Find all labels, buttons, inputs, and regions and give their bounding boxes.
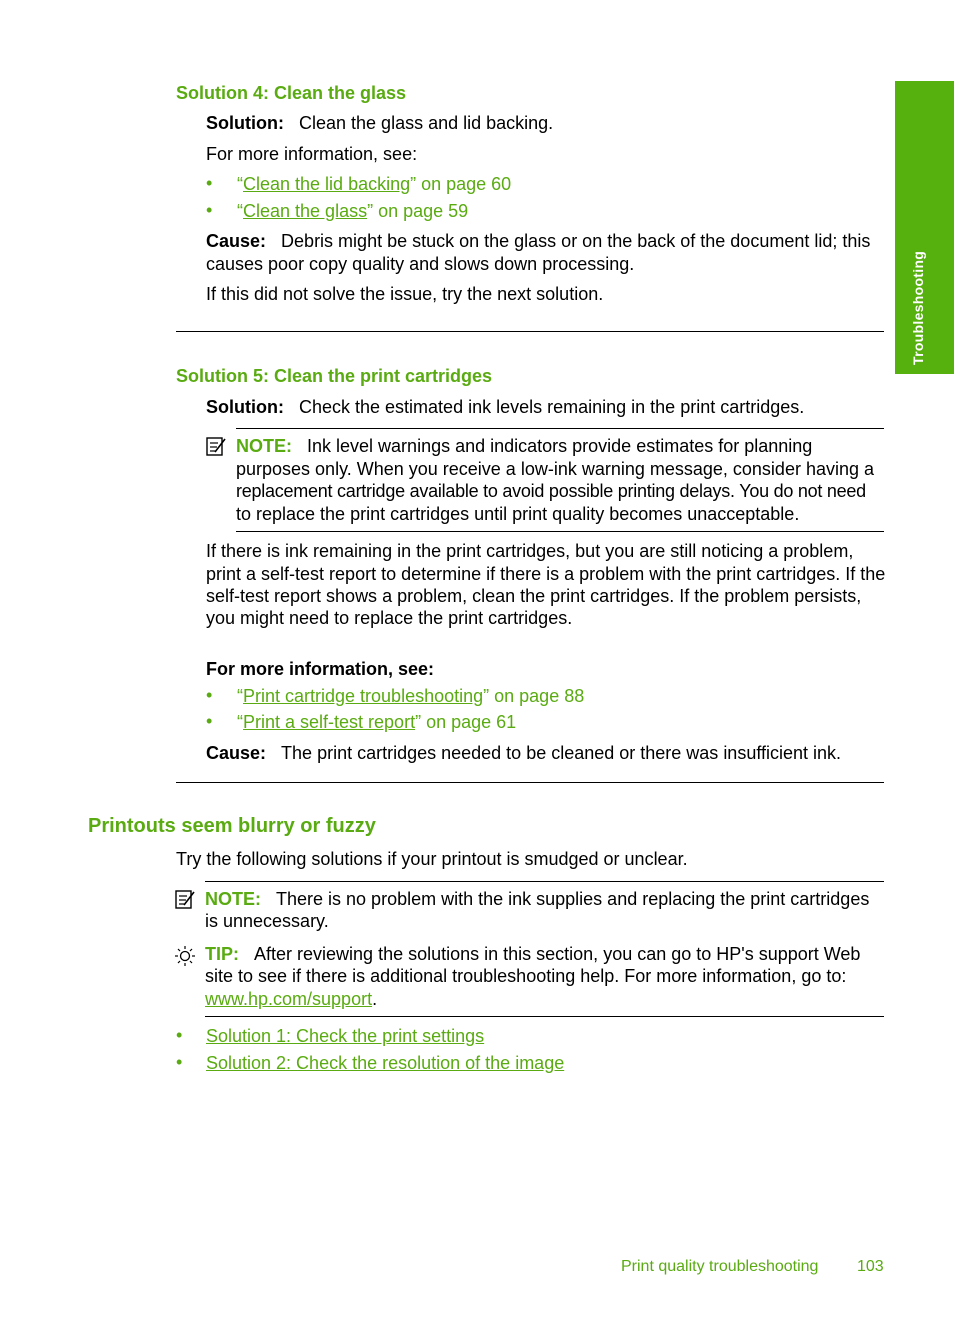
solution5-more-info: For more information, see: [206,659,435,679]
solution5-note-line1 [236,435,812,458]
blurry-solution-1[interactable] [206,1025,484,1048]
blurry-solution-2[interactable] [206,1052,564,1075]
side-tab-label: Troubleshooting [910,250,926,365]
blurry-note-text-1: There is no problem with the ink supplies and replacing the print cartridges [276,889,870,909]
bullet: • [206,711,213,731]
solution4-link-2[interactable] [237,200,468,223]
bullet: • [206,200,213,220]
quote-open: “ [237,712,243,732]
divider [176,331,884,332]
body-line-3: self-test report shows a problem, clean the print cartridges. If the problem persists, [206,586,862,606]
tip-text-3 [205,988,377,1011]
tip-label: TIP: [205,944,239,964]
link-tail: ” on page 61 [415,712,517,732]
solution5-link-1[interactable] [237,685,584,708]
tip-text-2: site to see if there is additional troubleshooting help. For more information, go to: [205,966,847,986]
note-label: NOTE: [205,889,261,909]
solution4-next: If this did not solve the issue, try the next solution. [206,284,604,304]
solution5-solution-text: Check the estimated ink levels remaining in the print cartridges. [299,397,805,417]
link-clean-lid-backing[interactable]: Clean the lid backing [243,174,411,194]
blurry-intro: Try the following solutions if your printout is smudged or unclear. [176,849,688,869]
solution5-solution-label: Solution: [206,397,284,417]
link-clean-glass[interactable]: Clean the glass [243,201,368,221]
solution4-cause-line2: causes poor copy quality and slows down processing. [206,254,635,274]
link-tail: ” on page 59 [367,201,469,221]
solution4-solution [206,112,553,135]
solution4-more-info: For more information, see: [206,144,418,164]
solution4-cause-line1: Debris might be stuck on the glass or on the back of the document lid; this [281,231,871,251]
note-text-3: replacement cartridge available to avoid possible printing delays. You do not need [236,481,866,501]
link-tail: ” on page 88 [483,686,585,706]
solution5-heading: Solution 5: Clean the print cartridges [176,366,493,386]
bullet: • [206,685,213,705]
tip-period: . [372,989,378,1009]
blurry-heading: Printouts seem blurry or fuzzy [88,815,376,837]
solution5-solution [206,396,804,419]
note-text-4: to replace the print cartridges until print quality becomes unacceptable. [236,504,800,524]
link-print-self-test-report[interactable]: Print a self-test report [243,712,416,732]
solution4-solution-label: Solution: [206,113,284,133]
note-text-2: purposes only. When you receive a low-ink warning message, consider having a [236,459,874,479]
blurry-note-text-2: is unnecessary. [205,911,329,931]
note-top-rule [205,881,884,882]
footer-page-number: 103 [857,1258,884,1275]
tip-bottom-rule [205,1016,884,1017]
solution5-link-2[interactable] [237,711,516,734]
bullet: • [176,1025,183,1045]
note-icon [174,889,196,911]
solution5-cause-label: Cause: [206,743,267,763]
link-hp-support[interactable]: www.hp.com/support [205,989,373,1009]
lightbulb-icon [174,945,196,967]
tip-text-1: After reviewing the solutions in this section, you can go to HP's support Web [254,944,861,964]
solution5-cause-text: The print cartridges needed to be cleaned or there was insufficient ink. [281,743,842,763]
solution4-heading: Solution 4: Clean the glass [176,83,407,103]
bullet: • [206,173,213,193]
blurry-tip-line1 [205,943,860,966]
note-text-1: Ink level warnings and indicators provide estimates for planning [307,436,813,456]
body-line-4: you might need to replace the print cartridges. [206,608,573,628]
note-top-rule [236,428,884,429]
quote-open: “ [237,174,243,194]
note-icon [205,436,227,458]
solution4-cause [206,230,870,253]
quote-open: “ [237,201,243,221]
solution4-link-1[interactable] [237,173,511,196]
divider [176,782,884,783]
blurry-note-line1 [205,888,869,911]
solution4-solution-text: Clean the glass and lid backing. [299,113,554,133]
link-tail: ” on page 60 [410,174,512,194]
bullet: • [176,1052,183,1072]
solution4-cause-label: Cause: [206,231,267,251]
footer-section: Print quality troubleshooting [621,1258,819,1275]
body-line-1: If there is ink remaining in the print cartridges, but you are still noticing a problem, [206,541,854,561]
link-print-cartridge-troubleshooting[interactable]: Print cartridge troubleshooting [243,686,484,706]
quote-open: “ [237,686,243,706]
link-solution-2[interactable]: Solution 2: Check the resolution of the image [206,1053,565,1073]
link-solution-1[interactable]: Solution 1: Check the print settings [206,1026,485,1046]
note-bottom-rule [236,531,884,532]
note-label: NOTE: [236,436,292,456]
body-line-2: print a self-test report to determine if there is a problem with the print cartridges. If the [206,564,886,584]
solution5-cause [206,742,841,765]
